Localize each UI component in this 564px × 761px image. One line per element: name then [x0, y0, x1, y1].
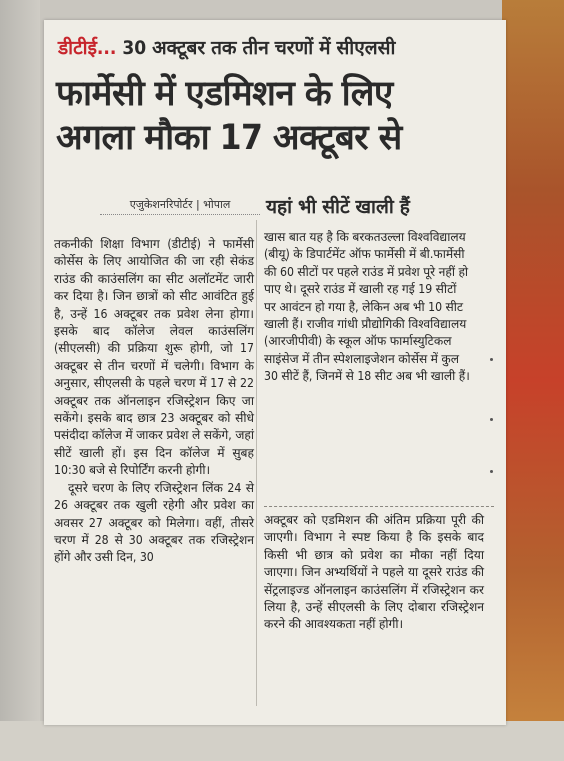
box-body: खास बात यह है कि बरकतउल्ला विश्वविद्यालय (बीयू) के डिपार्टमेंट ऑफ फार्मेसी में बी.फार्मेसी की 60 सीटों पर पहले राउंड में प्रवेश पूरे नहीं हो पाए थे। दूसरे राउंड में खाली रह गई 19 सीटों पर आवंटन हो गया है, लेकिन अब भी 10 सीट खाली हैं। राजीव गांधी प्रौद्योगिकी विश्वविद्यालय (आरजीपीवी) के स्कूल ऑफ फार्मास्युटिकल साइंसेज में तीन स्पेशलाइजेशन कोर्सेस में कुल 30 सीटें हैं, जिनमें से 18 सीट अब भी खाली हैं। [264, 230, 470, 384]
kicker-prefix: डीटीई... [58, 37, 117, 59]
left-column [54, 236, 254, 567]
box-title: यहां भी सीटें खाली हैं [266, 196, 410, 218]
background-left [0, 0, 40, 761]
background-bottom [0, 721, 564, 761]
background-fabric [502, 0, 564, 761]
left-paragraph-2: दूसरे चरण के लिए रजिस्ट्रेशन लिंक 24 से 26 अक्टूबर तक खुली रहेगी और प्रवेश का अवसर 27 अक्टूबर को मिलेगा। वहीं, तीसरे चरण में 28 से 30 अक्टूबर तक रजिस्ट्रेशन होंगे और उसी दिन, 30 [54, 480, 254, 565]
newspaper-clipping [44, 20, 506, 725]
headline-line-2: अगला मौका 17 अक्टूबर से [56, 118, 402, 158]
kicker-text: 30 अक्टूबर तक तीन चरणों में सीएलसी [116, 37, 396, 59]
byline: एजुकेशनरिपोर्टर | भोपाल [100, 196, 260, 215]
edge-dot [490, 358, 493, 361]
box-bottom-rule [264, 506, 494, 507]
column-divider [256, 220, 257, 706]
continuation-text: अक्टूबर को एडमिशन की अंतिम प्रक्रिया पूरी की जाएगी। विभाग ने स्पष्ट किया है कि इसके बाद किसी भी छात्र को प्रवेश का मौका नहीं दिया जाएगा। जिन अभ्यर्थियों ने पहले या दूसरे राउंड की सेंट्रलाइज्ड ऑनलाइन काउंसलिंग में रजिस्ट्रेशन कर लिया है, उन्हें सीएलसी के लिए दोबारा रजिस्ट्रेशन करने की आवश्यकता नहीं होगी। [264, 513, 484, 632]
kicker-line [58, 34, 498, 62]
headline [56, 72, 496, 160]
edge-dot [490, 470, 493, 473]
edge-dot [490, 418, 493, 421]
left-paragraph-1: तकनीकी शिक्षा विभाग (डीटीई) ने फार्मेसी कोर्सेस के लिए आयोजित की जा रही सेकंड राउंड की काउंसलिंग का सीट अलॉटमेंट जारी कर दिया है। जिन छात्रों को सीट आवंटित हुई है, उन्हें 16 अक्टूबर तक प्रवेश लेना होगा। इसके बाद कॉलेज लेवल काउंसलिंग (सीएलसी) की प्रक्रिया शुरू होगी, जो 17 अक्टूबर से तीन चरणों में चलेगी। विभाग के अनुसार, सीएलसी के पहले चरण में 17 से 22 अक्टूबर तक ऑनलाइन रजिस्ट्रेशन किए जा सकेंगे। इसके बाद छात्र 23 अक्टूबर को सीधे पसंदीदा कॉलेज में जाकर प्रवेश ले सकेंगे, जहां सीटें खाली हों। इस दिन कॉलेज में सुबह 10:30 बजे से रिपोर्टिंग करनी होगी। [54, 237, 254, 478]
headline-line-1: फार्मेसी में एडमिशन के लिए [56, 74, 393, 114]
